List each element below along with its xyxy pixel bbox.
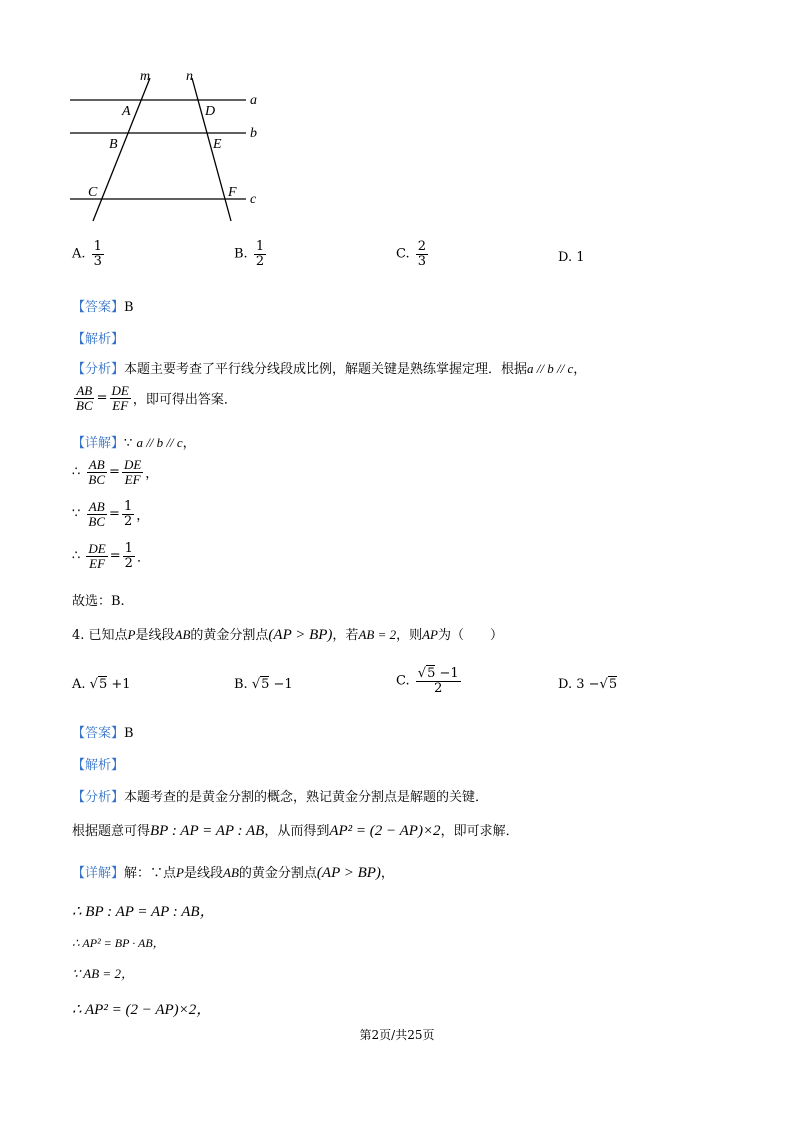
label-A: A xyxy=(122,104,131,119)
q3-step1: ∴ $\frac{AB}{BC}$ = $\frac{DE}{EF}$ ， xyxy=(72,457,159,487)
parallel-lines-figure xyxy=(60,62,280,232)
q4-step4: ∴ AP² = (2 − AP)×2， xyxy=(72,1002,212,1018)
label-m: m xyxy=(140,69,151,84)
q4-option-a: A. √5 +1 xyxy=(72,677,131,692)
q3-option-c: C. $\frac{2}{3}$ xyxy=(396,239,427,269)
label-F: F xyxy=(228,185,237,200)
q4-xiangjie: 【详解】解：∵点P是线段AB的黄金分割点(AP > BP)， xyxy=(72,865,394,881)
q4-analysis-tag: 【解析】 xyxy=(72,758,125,773)
q4-fenxi: 【分析】本题考查的是黄金分割的概念，熟记黄金分割点是解题的关键． xyxy=(72,790,489,805)
q4-stem: 4. 已知点P是线段AB的黄金分割点(AP > BP)，若AB = 2，则AP为（ ） xyxy=(72,627,504,643)
q3-option-a: A. $\frac{1}{3}$ xyxy=(72,239,102,269)
q4-step2: ∴ AP² = BP · AB， xyxy=(72,936,165,950)
q3-step3: ∴ $\frac{DE}{EF}$ = $\frac{1}{2}$ ． xyxy=(72,541,150,571)
q3-fenxi: 【分析】本题主要考查了平行线分线段成比例，解题关键是熟练掌握定理．根据a // b // c， xyxy=(72,361,587,377)
q3-analysis-tag: 【解析】 xyxy=(72,332,125,347)
label-B: B xyxy=(109,137,118,152)
label-E: E xyxy=(213,137,222,152)
label-a: a xyxy=(250,93,257,108)
q3-option-d: D. 1 xyxy=(558,250,585,265)
q4-step3: ∵ AB = 2， xyxy=(72,966,134,981)
q3-fenxi-formula: $\frac{AB}{BC}$ = $\frac{DE}{EF}$ ，即可得出答案． xyxy=(76,383,237,413)
q3-step2: ∵ $\frac{AB}{BC}$ = $\frac{1}{2}$ ， xyxy=(72,499,150,529)
q4-fenxi-line2: 根据题意可得BP : AP = AP : AB，从而得到AP² = (2 − AP)×2，即可求解． xyxy=(72,823,519,839)
page-footer: 第2页/共25页 xyxy=(359,1028,435,1042)
q4-option-c: C. $\frac{√5 -1}{2}$ xyxy=(396,666,459,696)
q3-conclusion: 故选：B. xyxy=(72,594,125,609)
q3-answer: 【答案】B xyxy=(72,300,134,315)
label-C: C xyxy=(88,185,98,200)
label-c: c xyxy=(250,192,257,207)
label-n: n xyxy=(186,69,193,84)
q4-answer: 【答案】B xyxy=(72,726,134,741)
q4-option-d: D. 3 −√5 xyxy=(558,677,618,692)
label-b: b xyxy=(250,126,257,141)
q4-option-b: B. √5 −1 xyxy=(234,677,293,692)
q4-step1: ∴ BP : AP = AP : AB， xyxy=(72,904,215,920)
q3-option-b: B. $\frac{1}{2}$ xyxy=(234,239,265,269)
label-D: D xyxy=(205,104,216,119)
q3-xiangjie: 【详解】∵ a // b // c， xyxy=(72,435,196,451)
